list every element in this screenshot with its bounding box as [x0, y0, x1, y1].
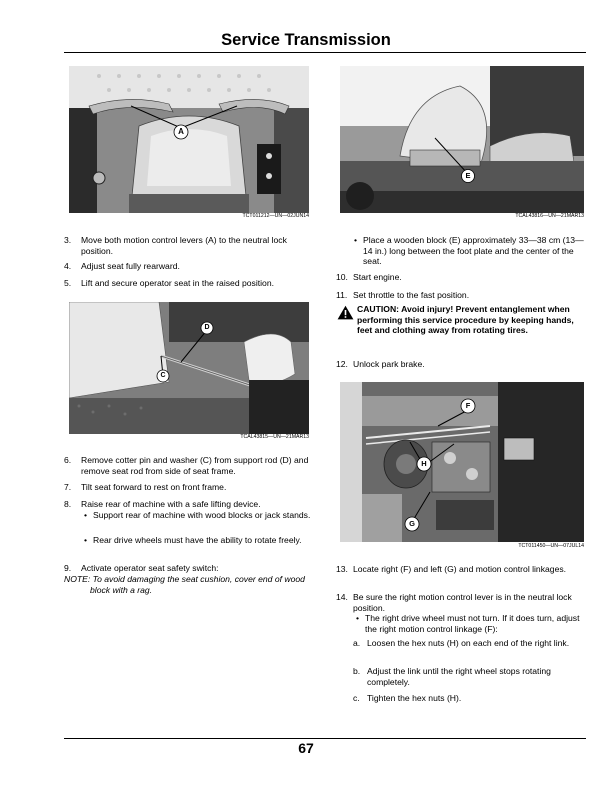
- figure-2-caption: TCAL43816—UN—21MAR13: [515, 213, 584, 219]
- step-4: [64, 261, 314, 272]
- substep-a-label: a.: [353, 638, 361, 648]
- step-8-text: Raise rear of machine with a safe lifting device.: [81, 499, 261, 509]
- figure-motion-control-linkages: [340, 382, 584, 542]
- substep-c-label: c.: [353, 693, 360, 703]
- callout-f: F: [465, 401, 471, 410]
- step-8-bullet-1: • Support rear of machine with wood blocks or jack stands.: [84, 510, 311, 520]
- step-8: [64, 499, 314, 510]
- step-5-number: 5.: [64, 278, 72, 288]
- step-4-text: Adjust seat fully rearward.: [81, 261, 180, 271]
- substep-b-text: Adjust the link until the right wheel stops rotating completely.: [367, 666, 551, 687]
- callout-e: E: [465, 171, 471, 180]
- step-11-number: 11.: [336, 290, 348, 300]
- callout-a: A: [178, 127, 184, 136]
- substep-c-text: Tighten the hex nuts (H).: [367, 693, 462, 703]
- step-7: [64, 482, 314, 493]
- wooden-block-bullet: • Place a wooden block (E) approximately 33—38 cm (13—14 in.) long between the foot plate and the center of the seat.: [354, 235, 584, 267]
- figure-1-caption: TCT011212—UN—02JUN14: [242, 213, 309, 219]
- step-13-text: Locate right (F) and left (G) and motion control linkages.: [353, 564, 567, 574]
- step-14: [336, 592, 586, 613]
- figure-support-rod: [69, 302, 309, 434]
- step-7-number: 7.: [64, 482, 72, 492]
- step-9-text: Activate operator seat safety switch:: [81, 563, 219, 573]
- substep-a-text: Loosen the hex nuts (H) on each end of the right link.: [367, 638, 570, 648]
- step-9: [64, 563, 314, 574]
- wooden-block-bullet-text: Place a wooden block (E) approximately 33—38 cm (13—14 in.) long between the foot plate and the center of the seat.: [363, 235, 584, 267]
- step-12: [336, 359, 586, 370]
- callout-c: C: [160, 372, 166, 379]
- step-3-number: 3.: [64, 235, 72, 245]
- step-6-number: 6.: [64, 455, 72, 465]
- step-12-text: Unlock park brake.: [353, 359, 425, 369]
- step-6: [64, 455, 314, 476]
- page-title: Service Transmission: [221, 31, 391, 49]
- step-13: [336, 564, 586, 575]
- step-7-text: Tilt seat forward to rest on front frame.: [81, 482, 227, 492]
- callout-g: G: [409, 519, 415, 528]
- callout-d: D: [204, 324, 210, 331]
- footer-rule: [64, 738, 586, 739]
- step-14-number: 14.: [336, 592, 348, 602]
- step-8-number: 8.: [64, 499, 72, 509]
- figure-3-caption: TCAL43815—UN—21MAR13: [240, 434, 309, 440]
- figure-1-illustration: [69, 66, 309, 213]
- caution-warning-icon: [337, 305, 354, 320]
- figure-2-illustration: [340, 66, 584, 213]
- step-3-text: Move both motion control levers (A) to the neutral lock position.: [81, 235, 287, 256]
- figure-3-illustration: [69, 302, 309, 434]
- step-14-bullet-text: The right drive wheel must not turn. If it does turn, adjust the right motion control linkage (F):: [365, 613, 580, 634]
- step-13-number: 13.: [336, 564, 348, 574]
- seat-cushion-note: NOTE: To avoid damaging the seat cushion, cover end of wood block with a rag.: [64, 574, 305, 595]
- step-8-bullet-1-text: Support rear of machine with wood blocks or jack stands.: [93, 510, 311, 520]
- step-8-bullet-2: • Rear drive wheels must have the ability to rotate freely.: [84, 535, 302, 545]
- step-12-number: 12.: [336, 359, 348, 369]
- step-6-text: Remove cotter pin and washer (C) from support rod (D) and remove seat rod from side of seat frame.: [81, 455, 309, 476]
- step-14-text: Be sure the right motion control lever is in the neutral lock position.: [353, 592, 572, 613]
- header-rule: [64, 52, 586, 53]
- step-5-text: Lift and secure operator seat in the raised position.: [81, 278, 274, 288]
- step-11-text: Set throttle to the fast position.: [353, 290, 470, 300]
- step-4-number: 4.: [64, 261, 72, 271]
- figure-wooden-block: [340, 66, 584, 213]
- substep-b-label: b.: [353, 666, 361, 676]
- substep-a: [353, 638, 587, 649]
- caution-text: CAUTION: Avoid injury! Prevent entanglement when performing this service procedure by keeping hands, feet and clothing away from rotating tires.: [357, 304, 574, 336]
- step-8-bullet-2-text: Rear drive wheels must have the ability to rotate freely.: [93, 535, 302, 545]
- step-14-bullet: • The right drive wheel must not turn. If it does turn, adjust the right motion control linkage (F):: [356, 613, 580, 634]
- figure-4-caption: TCT011450—UN—07JUL14: [518, 543, 584, 549]
- step-11: [336, 290, 586, 301]
- step-5: [64, 278, 314, 289]
- step-10-number: 10.: [336, 272, 348, 282]
- step-3: [64, 235, 314, 256]
- callout-h: H: [421, 459, 427, 468]
- figure-motion-control-levers: [69, 66, 309, 213]
- page-number: 67: [298, 740, 314, 756]
- substep-b: [353, 666, 587, 687]
- substep-c: [353, 693, 587, 704]
- step-10: [336, 272, 586, 283]
- step-10-text: Start engine.: [353, 272, 402, 282]
- step-9-number: 9.: [64, 563, 72, 573]
